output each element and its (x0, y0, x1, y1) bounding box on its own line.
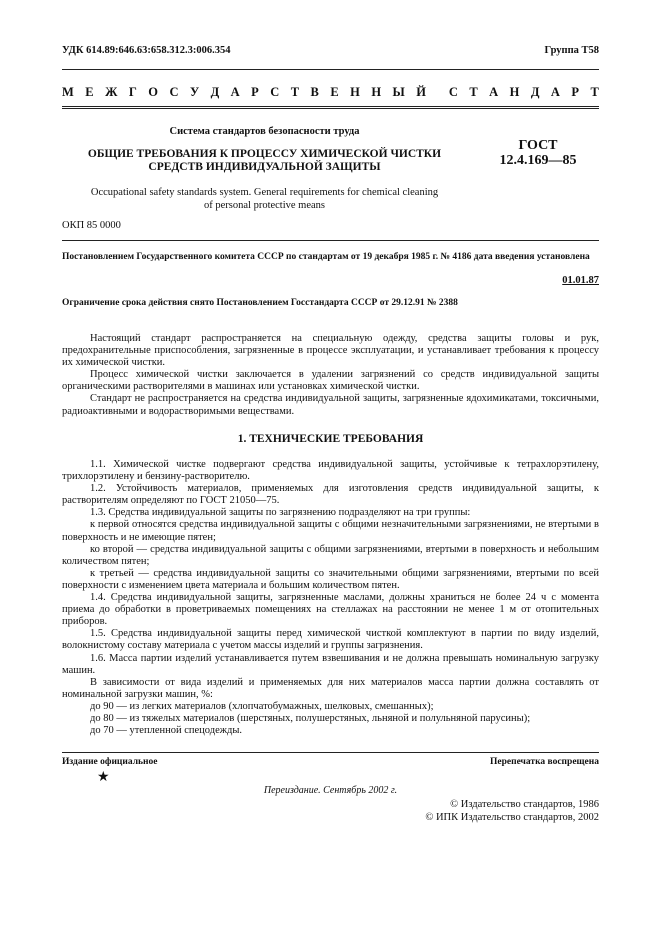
standards-system-label: Система стандартов безопасности труда (169, 126, 360, 137)
technical-requirements (62, 459, 599, 737)
banner-letter: Н (350, 85, 360, 99)
intro-text (62, 333, 599, 418)
banner-letter: Т (590, 85, 599, 99)
banner-letter: Р (251, 85, 259, 99)
english-title (62, 186, 467, 212)
clause-paragraph: 1.6. Масса партии изделий устанавливается путем взвешивания и не должна превышать номинальную загрузку машин. (62, 652, 599, 676)
banner-letter: Т (469, 85, 478, 99)
document-title-line-2: СРЕДСТВ ИНДИВИДУАЛЬНОЙ ЗАЩИТЫ (148, 161, 381, 173)
copyright-2002: © ИПК Издательство стандартов, 2002 (425, 812, 599, 823)
clause-paragraph: 1.4. Средства индивидуальной защиты, загрязненные маслами, должны храниться не более 24 ч с момента приема до обработки в проветриваемых помещениях на стеллажах на расстоянии не менее 1 м от отопительных приборов. (62, 592, 599, 628)
banner-letter: Д (530, 85, 540, 99)
banner-divider (62, 106, 599, 109)
title-divider (62, 240, 599, 241)
copyright-1986: © Издательство стандартов, 1986 (450, 799, 599, 810)
banner-letter: М (62, 85, 74, 99)
okp-code: ОКП 85 0000 (62, 220, 121, 231)
intro-paragraph: Настоящий стандарт распространяется на специальную одежду, средства защиты головы и рук, предохранительные приспособления, загрязненные в процессе эксплуатации, и устанавливает требования к процессу их химической чистки. (62, 333, 599, 369)
banner-letter: О (148, 85, 159, 99)
reprint-prohibited-label: Перепечатка воспрещена (489, 757, 599, 767)
banner-letter: Н (371, 85, 382, 99)
restriction-note: Ограничение срока действия снято Постановлением Госстандарта СССР от 29.12.91 № 2388 (62, 298, 458, 308)
banner-letter: С (169, 85, 179, 99)
clause-paragraph: 1.2. Устойчивость материалов, применяемых для изготовления средств индивидуальной защиты, к растворителям определяют по ГОСТ 21050—75. (62, 483, 599, 507)
banner-letter: Е (330, 85, 339, 99)
document-title-line-1: ОБЩИЕ ТРЕБОВАНИЯ К ПРОЦЕССУ ХИМИЧЕСКОЙ ЧИСТКИ (87, 148, 442, 160)
banner-letter: У (189, 85, 200, 99)
banner-letter: Ж (105, 85, 118, 99)
banner-letter: Д (210, 85, 220, 99)
introduction-date: 01.01.87 (562, 275, 599, 286)
clause-paragraph: до 80 — из тяжелых материалов (шерстяных, полушерстяных, льняной и полульняной парусины); (90, 712, 531, 724)
clause-paragraph: ко второй — средства индивидуальной защиты с общими загрязнениями, втертыми в поверхность и небольшим количеством пятен; (62, 543, 599, 567)
gost-number: 12.4.169—85 (499, 153, 577, 168)
section-heading: 1. ТЕХНИЧЕСКИЕ ТРЕБОВАНИЯ (237, 433, 424, 445)
intro-paragraph: Стандарт не распространяется на средства индивидуальной защиты, загрязненные ядохимикатами, токсичными, радиоактивными и водорастворимыми веществами. (62, 393, 599, 417)
reissue-note: Переиздание. Сентябрь 2002 г. (263, 785, 398, 796)
banner-letter: Г (128, 85, 137, 99)
banner-letter: В (310, 85, 319, 99)
clause-paragraph: к первой относятся средства индивидуальной защиты с общими незначительными загрязнениями, не втертыми в поверхность и не имеющие пятен; (62, 519, 599, 543)
clause-paragraph: к третьей — средства индивидуальной защиты со значительными общими загрязнениями, втертыми по всей поверхности с изменением цвета материала и большим количеством пятен. (62, 567, 599, 591)
clause-paragraph: до 90 — из легких материалов (хлопчатобумажных, шелковых, смешанных); (90, 700, 434, 712)
clause-paragraph: 1.1. Химической чистке подвергают средства индивидуальной защиты, устойчивые к тетрахлорэтилену, трихлорэтилену и бензину-растворителю. (62, 459, 599, 483)
gost-label: ГОСТ (518, 138, 558, 153)
star-icon: ★ (97, 770, 110, 785)
intro-paragraph: Процесс химической чистки заключается в удалении загрязнений со средств индивидуальной защиты органическими растворителями в машинах или установках химической чистки. (62, 369, 599, 393)
clause-paragraph: до 70 — утепленной спецодежды. (90, 725, 243, 737)
clause-paragraph: В зависимости от вида изделий и применяемых для них материалов масса партии должна составлять от номинальной загрузки машин, %: (62, 676, 599, 700)
udk-code: УДК 614.89:646.63:658.312.3:006.354 (62, 45, 231, 56)
banner-letter: Р (571, 85, 580, 99)
banner-letter: А (489, 85, 499, 99)
banner-letter: Н (509, 85, 520, 99)
banner-letter: Ы (392, 85, 405, 99)
decree-text: Постановлением Государственного комитета СССР по стандартам от 19 декабря 1985 г. № 4186 дата введения установлена (62, 252, 590, 262)
document-title (62, 148, 467, 174)
clause-paragraph: 1.5. Средства индивидуальной защиты перед химической чисткой комплектуют в партии по виду изделий, волокнистому составу материала с учетом массы изделий и группы загрязнения. (62, 628, 599, 652)
gost-designation (478, 138, 598, 168)
group-code: Группа Т58 (544, 45, 599, 56)
banner-letter: А (230, 85, 240, 99)
english-title-line-1: Occupational safety standards system. General requirements for chemical cleaning (90, 187, 439, 198)
official-edition-label: Издание официальное (62, 757, 158, 767)
english-title-line-2: of personal protective means (204, 200, 325, 211)
top-divider (62, 69, 599, 70)
interstate-standard-banner (62, 85, 599, 100)
banner-letter: С (448, 85, 458, 99)
banner-letter: А (550, 85, 560, 99)
clause-paragraph: 1.3. Средства индивидуальной защиты по загрязнению подразделяют на три группы: (90, 507, 471, 519)
footer-divider (62, 752, 599, 753)
banner-letter: Е (85, 85, 94, 99)
banner-letter: С (270, 85, 280, 99)
banner-letter: Т (290, 85, 300, 99)
banner-letter: Й (416, 85, 426, 99)
